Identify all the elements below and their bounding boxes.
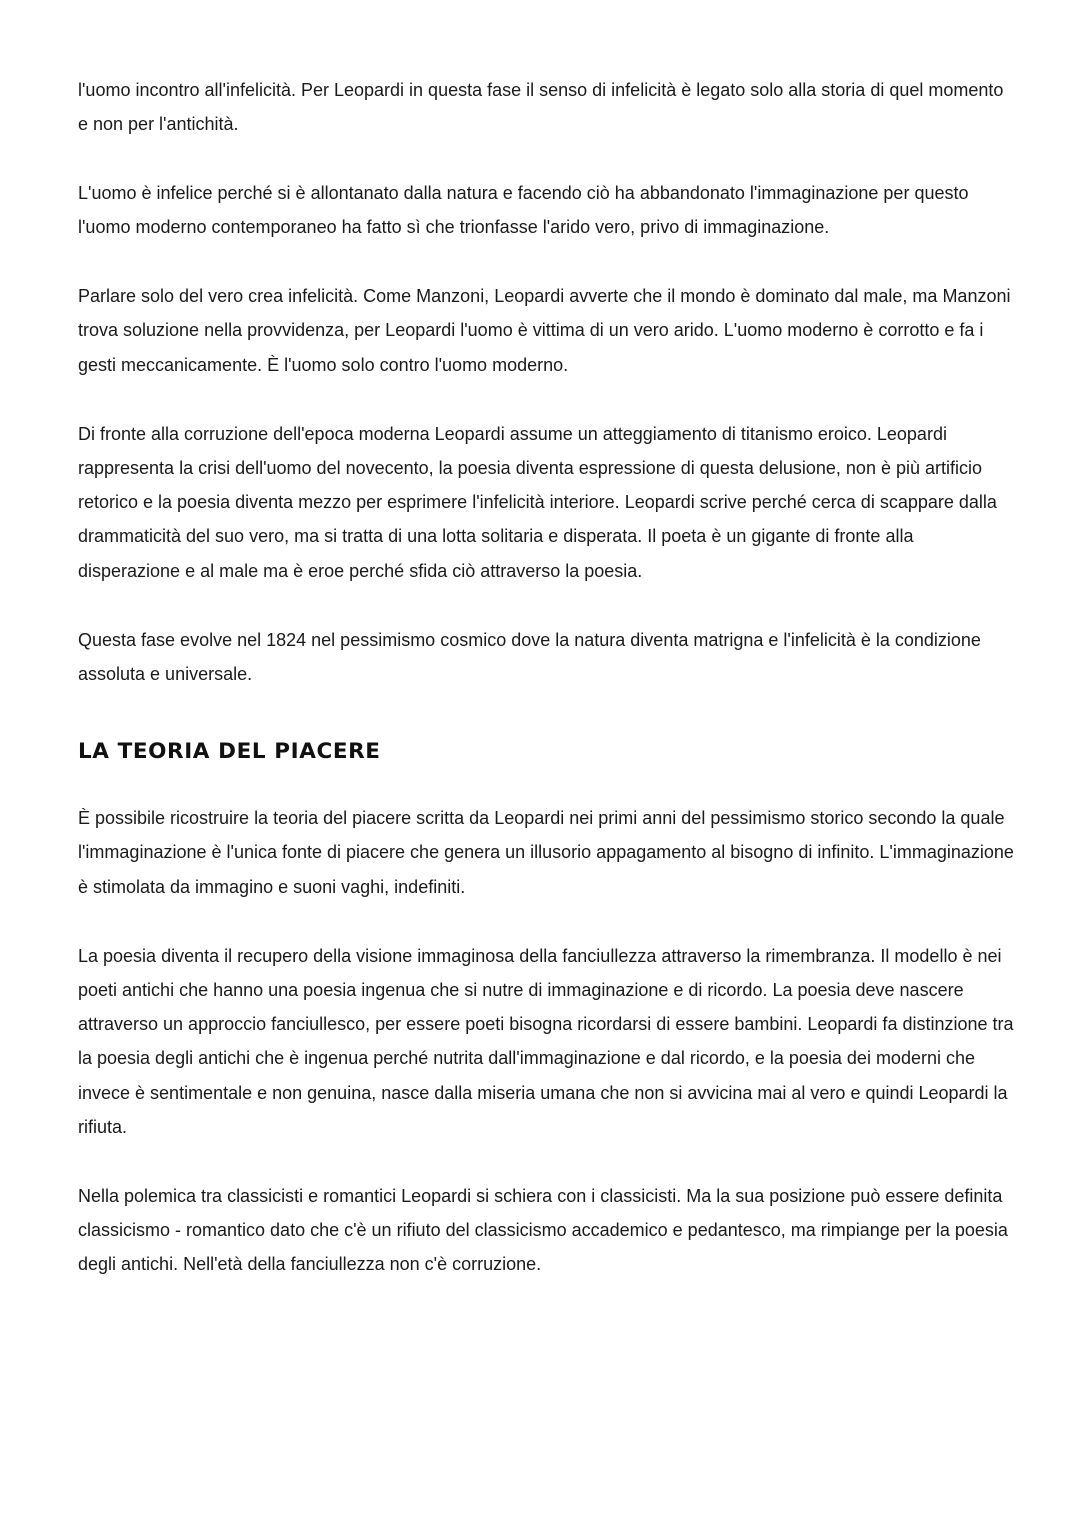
paragraph-uomo-infelicita: l'uomo incontro all'infelicità. Per Leopardi in questa fase il senso di infelicità è legato solo alla storia di quel momento e non per l'antichità. [78,80,1004,135]
paragraph-vero-infelicita: Parlare solo del vero crea infelicità. Come Manzoni, Leopardi avverte che il mondo è dominato dal male, ma Manzoni trova soluzione nella provvidenza, per Leopardi l'uomo è vittima di un vero arido. L'uomo moderno è corrotto e fa i gesti meccanicamente. È l'uomo solo contro l'uomo moderno. [78,286,1011,375]
document-page [78,73,1018,1316]
paragraph-allontanato-natura: L'uomo è infelice perché si è allontanato dalla natura e facendo ciò ha abbandonato l'immaginazione per questo l'uomo moderno contemporaneo ha fatto sì che trionfasse l'arido vero, privo di immaginazione. [78,183,969,238]
paragraph-classicisti-romantici: Nella polemica tra classicisti e romantici Leopardi si schiera con i classicisti. Ma la sua posizione può essere definita classicismo - romantico dato che c'è un rifiuto del classicismo accademico e pedantesco, ma rimpiange per la poesia degli antichi. Nell'età della fanciullezza non c'è corruzione. [78,1185,1008,1275]
paragraph-titanismo-eroico: Di fronte alla corruzione dell'epoca moderna Leopardi assume un atteggiamento di titanismo eroico. Leopardi rappresenta la crisi dell'uomo del novecento, la poesia diventa espressione di questa delusione, non è più artificio retorico e la poesia diventa mezzo per esprimere l'infelicità interiore. Leopardi scrive perché cerca di scappare dalla drammaticità del suo vero, ma si tratta di una lotta solitaria e disperata. Il poeta è un gigante di fronte alla disperazione e al male ma è eroe perché sfida ciò attraverso la poesia. [78,423,997,581]
paragraph-teoria-piacere: È possibile ricostruire la teoria del piacere scritta da Leopardi nei primi anni del pessimismo storico secondo la quale l'immaginazione è l'unica fonte di piacere che genera un illusorio appagamento al bisogno di infinito. L'immaginazione è stimolata da immagino e suoni vaghi, indefiniti. [78,808,1014,897]
paragraph-poesia-fanciullezza: La poesia diventa il recupero della visione immaginosa della fanciullezza attraverso la rimembranza. Il modello è nei poeti antichi che hanno una poesia ingenua che si nutre di immaginazione e di ricordo. La poesia deve nascere attraverso un approccio fanciullesco, per essere poeti bisogna ricordarsi di essere bambini. Leopardi fa distinzione tra la poesia degli antichi che è ingenua perché nutrita dall'immaginazione e dal ricordo, e la poesia dei moderni che invece è sentimentale e non genuina, nasce dalla miseria umana che non si avvicina mai al vero e quindi Leopardi la rifiuta. [78,945,1014,1138]
section-heading: LA TEORIA DEL PIACERE [78,739,381,765]
paragraph-pessimismo-cosmico: Questa fase evolve nel 1824 nel pessimismo cosmico dove la natura diventa matrigna e l'infelicità è la condizione assoluta e universale. [78,629,981,684]
